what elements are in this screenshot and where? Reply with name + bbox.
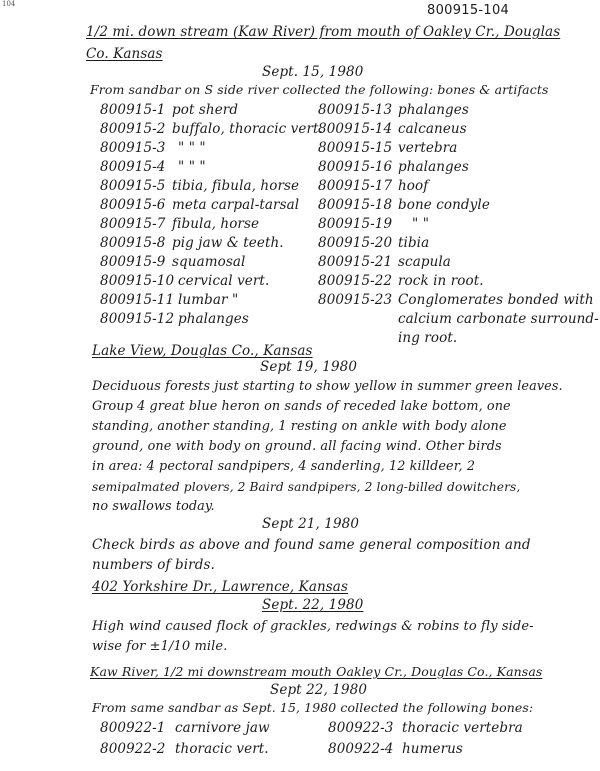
entry5-date: Sept 22, 1980: [270, 682, 368, 698]
item-description: thoracic vertebra: [402, 720, 523, 736]
entry1-heading-line1: 1/2 mi. down stream (Kaw River) from mouth of Oakley Cr., Douglas: [86, 24, 561, 40]
item-number: 800915-7: [100, 216, 166, 232]
item-number: 800915-5: [100, 178, 166, 194]
entry2-line: standing, another standing, 1 resting on ankle with body alone: [92, 419, 507, 434]
item-description: hoof: [398, 178, 429, 194]
entry4-line: High wind caused flock of grackles, redwings & robins to fly side-: [92, 619, 534, 634]
item-number: 800915-13: [318, 102, 393, 118]
item-number: 800922-2: [100, 741, 166, 757]
item-description: Conglomerates bonded with: [398, 292, 594, 308]
item-number: 800922-4: [328, 741, 394, 757]
item-description: thoracic vert.: [175, 741, 269, 757]
entry3-date: Sept 21, 1980: [262, 516, 360, 532]
item-number: 800915-3: [100, 140, 166, 156]
entry2-line: no swallows today.: [92, 499, 215, 514]
item-description: carnivore jaw: [175, 720, 270, 736]
item-number: 800915-19: [318, 216, 393, 232]
item-number: 800915-17: [318, 178, 393, 194]
item-description: scapula: [398, 254, 451, 270]
item-description: squamosal: [172, 254, 246, 270]
item-number: 800915-10: [100, 273, 175, 289]
item-description: " " ": [178, 140, 206, 156]
entry2-line: semipalmated plovers, 2 Baird sandpipers, 2 long-billed dowitchers,: [92, 480, 521, 494]
item-number: 800915-23: [318, 292, 393, 308]
item-description: pig jaw & teeth.: [172, 235, 284, 251]
corner-mark: 104: [2, 0, 16, 8]
item-number: 800915-11: [100, 292, 175, 308]
entry4-heading: 402 Yorkshire Dr., Lawrence, Kansas: [92, 579, 348, 595]
item-description: calcaneus: [398, 121, 467, 137]
entry2-date: Sept 19, 1980: [260, 359, 358, 375]
item-number: 800915-2: [100, 121, 166, 137]
item-description: buffalo, thoracic vert.: [172, 121, 323, 137]
item-description: " " ": [178, 159, 206, 175]
item-description: rock in root.: [398, 273, 484, 289]
entry1-date: Sept. 15, 1980: [262, 64, 364, 80]
item-description: phalanges: [398, 159, 469, 175]
item-description: tibia: [398, 235, 430, 251]
item-description: cervical vert.: [178, 273, 270, 289]
item-description-continued: ing root.: [398, 330, 458, 346]
item-number: 800915-9: [100, 254, 166, 270]
entry1-intro: From sandbar on S side river collected the following: bones & artifacts: [90, 82, 549, 97]
item-number: 800922-3: [328, 720, 394, 736]
entry2-line: Deciduous forests just starting to show yellow in summer green leaves.: [92, 379, 563, 394]
item-description: humerus: [402, 741, 463, 757]
entry3-line: numbers of birds.: [92, 557, 215, 573]
item-description: fibula, horse: [172, 216, 260, 232]
entry2-heading: Lake View, Douglas Co., Kansas: [92, 343, 313, 359]
item-number: 800915-6: [100, 197, 166, 213]
item-number: 800915-22: [318, 273, 393, 289]
entry5-heading: Kaw River, 1/2 mi downstream mouth Oakley Cr., Douglas Co., Kansas: [90, 664, 543, 679]
entry2-line: in area: 4 pectoral sandpipers, 4 sanderling, 12 killdeer, 2: [92, 459, 476, 474]
item-description: phalanges: [178, 311, 249, 327]
entry2-line: Group 4 great blue heron on sands of receded lake bottom, one: [92, 399, 511, 414]
item-number: 800922-1: [100, 720, 166, 736]
item-number: 800915-15: [318, 140, 393, 156]
item-number: 800915-21: [318, 254, 393, 270]
entry4-line: wise for ±1/10 mile.: [92, 639, 228, 654]
item-description: pot sherd: [172, 102, 239, 118]
catalog-number: 800915-104: [427, 3, 510, 18]
item-description-continued: calcium carbonate surround-: [398, 311, 599, 327]
item-number: 800915-1: [100, 102, 166, 118]
item-number: 800915-18: [318, 197, 393, 213]
entry3-line: Check birds as above and found same general composition and: [92, 537, 531, 553]
item-number: 800915-16: [318, 159, 393, 175]
item-number: 800915-12: [100, 311, 175, 327]
entry1-heading-line2: Co. Kansas: [86, 46, 163, 62]
entry2-line: ground, one with body on ground. all facing wind. Other birds: [92, 439, 502, 454]
entry5-intro: From same sandbar as Sept. 15, 1980 collected the following bones:: [92, 700, 534, 715]
item-description: phalanges: [398, 102, 469, 118]
item-description: vertebra: [398, 140, 458, 156]
item-number: 800915-20: [318, 235, 393, 251]
item-number: 800915-14: [318, 121, 393, 137]
item-description: meta carpal-tarsal: [172, 197, 300, 213]
entry4-date: Sept. 22, 1980: [262, 597, 364, 613]
item-number: 800915-8: [100, 235, 166, 251]
item-description: lumbar ": [178, 292, 239, 308]
item-description: bone condyle: [398, 197, 490, 213]
item-description: tibia, fibula, horse: [172, 178, 300, 194]
item-description: " ": [412, 216, 430, 232]
item-number: 800915-4: [100, 159, 166, 175]
